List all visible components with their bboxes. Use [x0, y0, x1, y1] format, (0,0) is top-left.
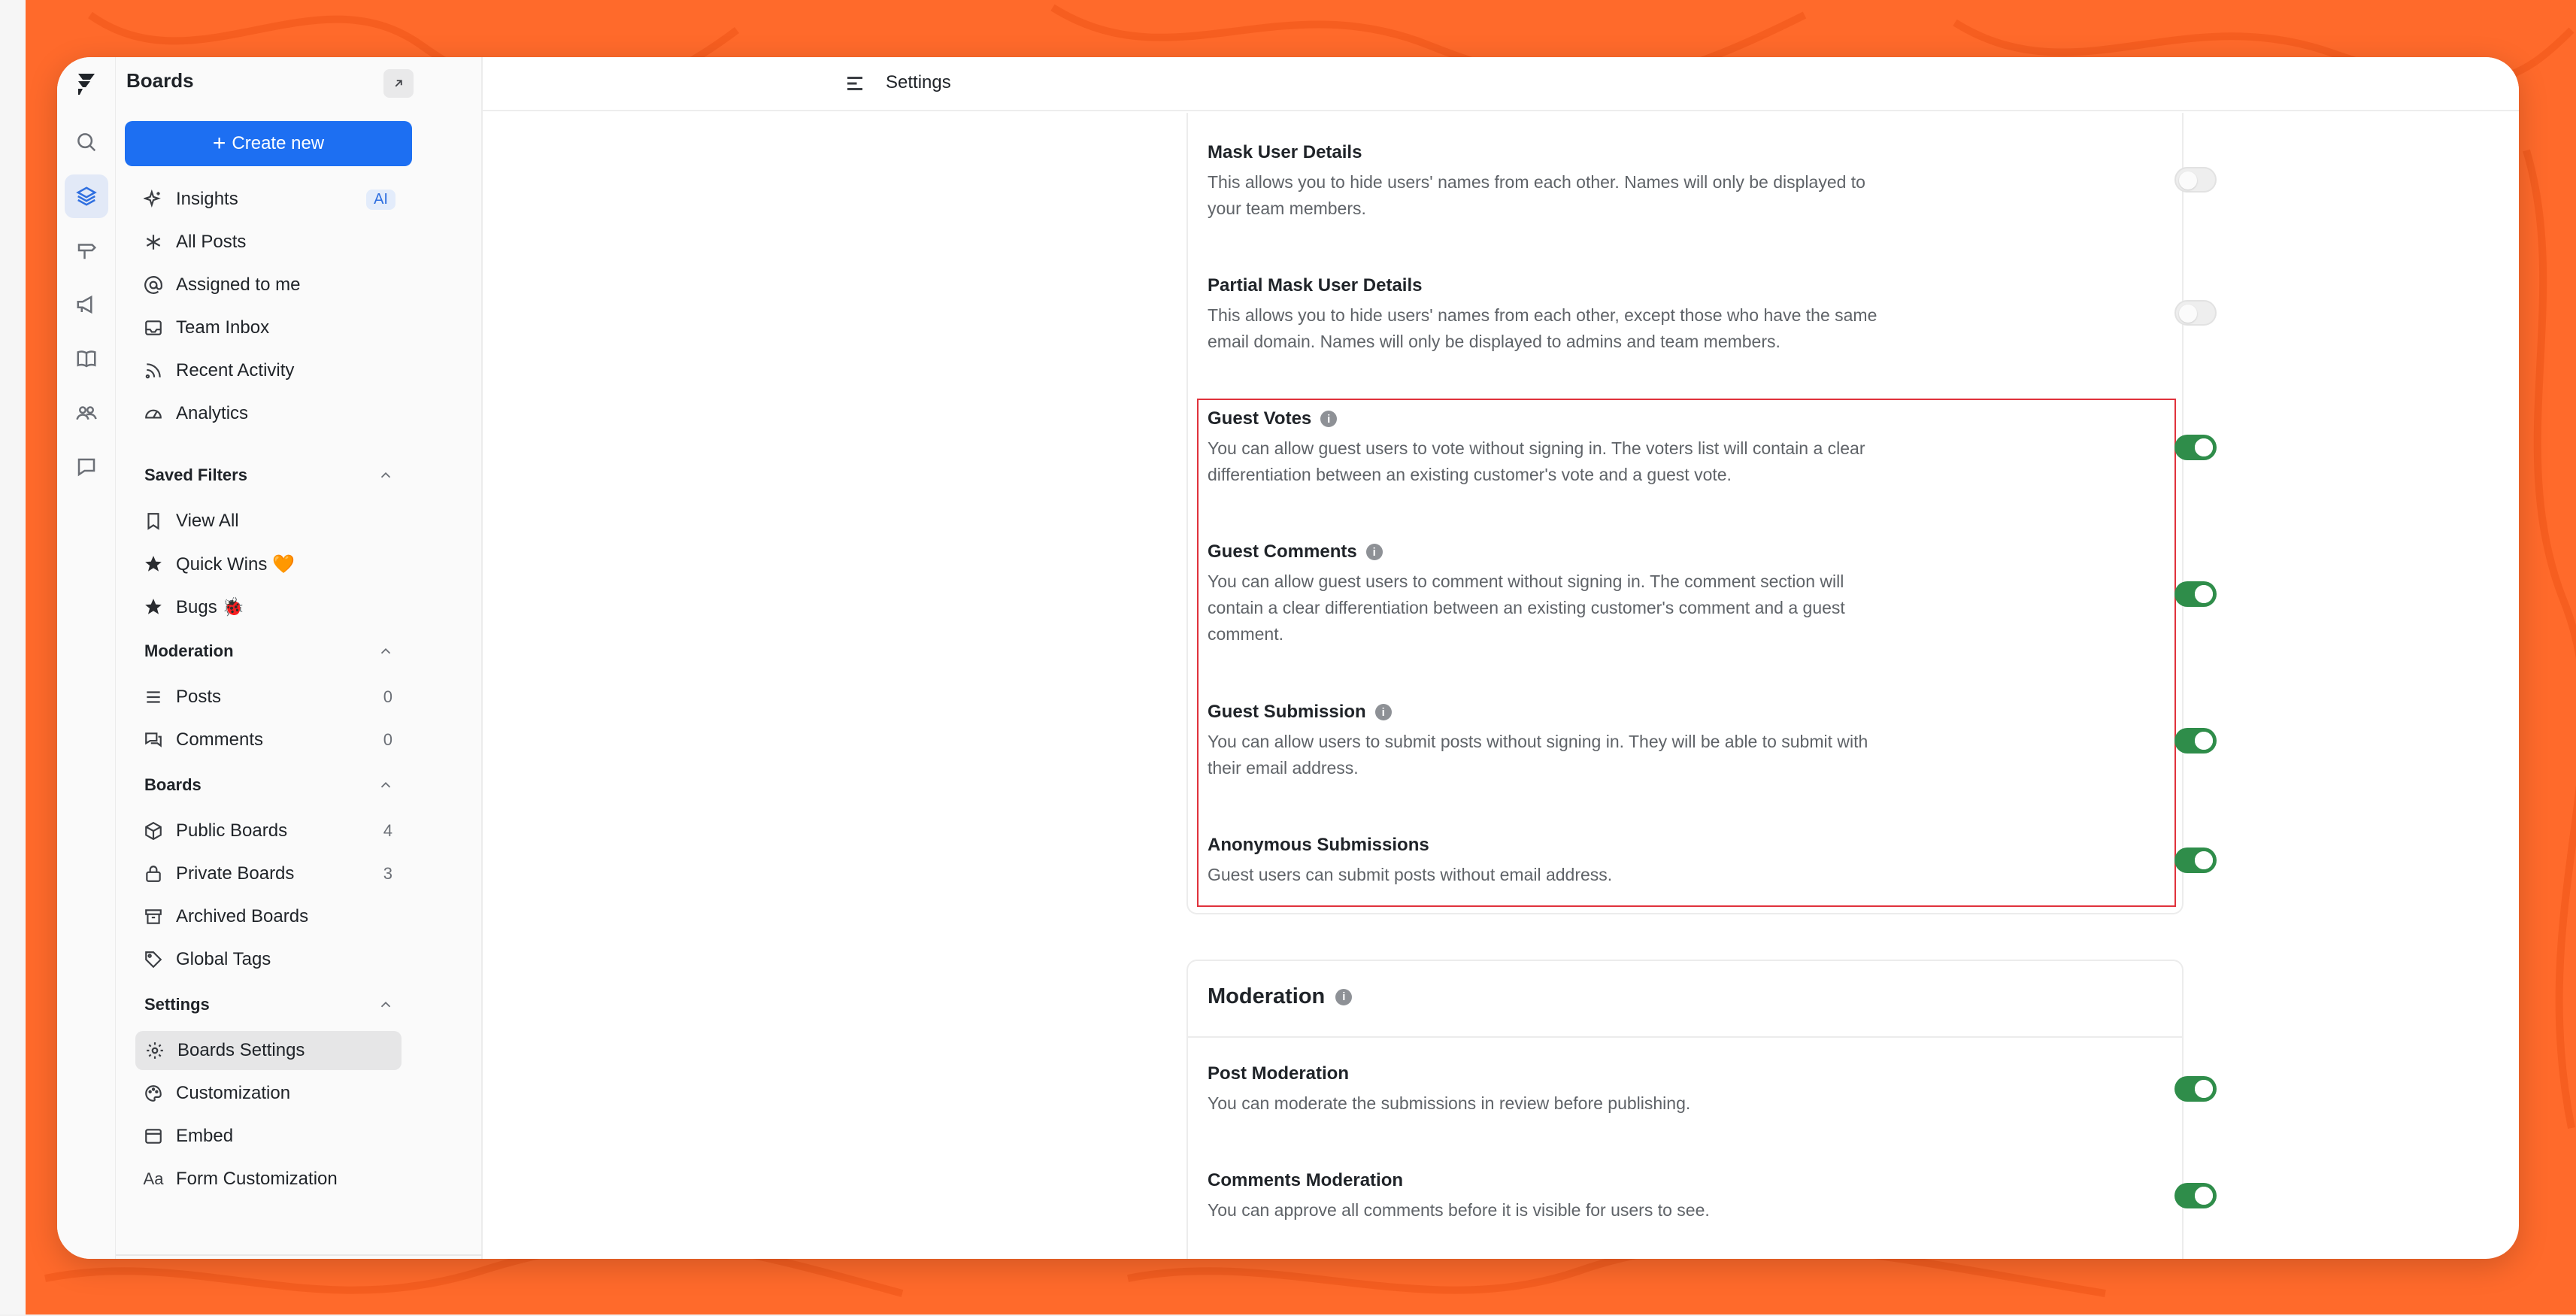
star-icon — [144, 597, 163, 617]
sidebar-item-label: Form Customization — [176, 1169, 338, 1189]
setting-description: This allows you to hide users' names from each other. Names will only be displayed to your team members. — [1208, 172, 1865, 218]
tag-icon — [144, 950, 163, 969]
sidebar-item-customization[interactable] — [135, 1074, 403, 1113]
book-icon — [75, 347, 98, 370]
card-divider — [1186, 1036, 2184, 1038]
comments-moderation-toggle[interactable] — [2174, 1183, 2217, 1208]
signpost-icon — [75, 239, 98, 262]
sidebar-item-quick-wins[interactable] — [135, 544, 403, 584]
moderation-card-header — [1208, 984, 1352, 1009]
sidebar-item-archived-boards[interactable] — [135, 897, 403, 936]
section-boards[interactable] — [144, 770, 408, 800]
archive-icon — [144, 907, 163, 926]
setting-title: Post Moderation — [1208, 1063, 1350, 1084]
star-icon — [144, 554, 163, 574]
comments-icon — [144, 730, 163, 750]
sidebar-item-boards-settings[interactable] — [135, 1031, 402, 1070]
setting-title: Guest Comments — [1208, 541, 1357, 562]
sidebar-item-assigned-to-me[interactable] — [135, 265, 403, 305]
arrow-up-right-icon — [392, 77, 405, 90]
section-settings[interactable] — [144, 990, 408, 1020]
sidebar-item-label: Analytics — [176, 403, 249, 423]
section-title: Moderation — [144, 641, 234, 660]
item-count: 0 — [383, 687, 392, 706]
setting-description: You can allow users to submit posts without signing in. They will be able to submit with their email address. — [1208, 732, 1868, 778]
sidebar-item-all-posts[interactable] — [135, 223, 403, 262]
sidebar-item-analytics[interactable] — [135, 394, 403, 433]
section-title: Saved Filters — [144, 465, 247, 484]
setting-description: Guest users can submit posts without email address. — [1208, 865, 1613, 884]
section-saved-filters[interactable] — [144, 460, 408, 490]
ai-badge: AI — [366, 190, 395, 210]
setting-row-guest-comments — [1208, 541, 2185, 647]
sidebar-item-team-inbox[interactable] — [135, 308, 403, 347]
setting-description: You can allow guest users to vote without signing in. The voters list will contain a clear differentiation between an existing customer's vote and a guest vote. — [1208, 438, 1865, 484]
setting-title: Anonymous Submissions — [1208, 835, 1429, 855]
sidebar-item-comments[interactable] — [135, 720, 403, 760]
chevron-up-icon — [377, 467, 394, 484]
sidebar-item-label: Posts — [176, 687, 222, 707]
sidebar-item-label: Bugs 🐞 — [176, 596, 245, 617]
setting-title: Guest Votes — [1208, 408, 1312, 429]
sidebar-item-insights[interactable] — [135, 180, 403, 219]
palette-icon — [144, 1084, 163, 1103]
info-icon[interactable]: i — [1375, 704, 1392, 720]
sidebar-item-embed[interactable] — [135, 1117, 403, 1156]
setting-row-guest-votes — [1208, 408, 2185, 488]
cube-icon — [144, 821, 163, 841]
info-icon[interactable]: i — [1335, 989, 1352, 1005]
chevron-up-icon — [377, 777, 394, 793]
chevron-up-icon — [377, 643, 394, 660]
sidebar-item-label: Team Inbox — [176, 317, 270, 338]
sidebar-item-public-boards[interactable] — [135, 811, 403, 851]
section-title: Settings — [144, 995, 210, 1014]
section-moderation[interactable] — [144, 636, 408, 666]
app-logo-icon — [72, 69, 101, 98]
guest-votes-toggle[interactable] — [2174, 435, 2217, 460]
chat-icon — [75, 456, 98, 478]
section-title: Boards — [144, 775, 202, 794]
plus-icon: + — [212, 131, 226, 156]
sidebar-item-label: Embed — [176, 1126, 234, 1146]
gauge-icon — [144, 404, 163, 423]
setting-row-partial-mask-user-details — [1208, 275, 2185, 355]
asterisk-icon — [144, 232, 163, 252]
info-icon[interactable]: i — [1320, 411, 1337, 427]
info-icon[interactable]: i — [1366, 544, 1383, 560]
rss-icon — [144, 361, 163, 381]
at-icon — [144, 275, 163, 295]
create-new-button[interactable] — [125, 121, 412, 166]
rail-search-button[interactable] — [65, 120, 108, 164]
item-count: 3 — [383, 864, 392, 883]
sidebar-item-label: View All — [176, 511, 239, 531]
sidebar-item-label: Assigned to me — [176, 274, 301, 295]
sidebar-divider — [116, 1254, 483, 1256]
rail-announcements-button[interactable] — [65, 283, 108, 326]
sidebar-item-bugs[interactable] — [135, 587, 403, 626]
item-count: 4 — [383, 821, 392, 840]
sparkle-icon — [144, 190, 163, 209]
sidebar-item-label: Archived Boards — [176, 906, 309, 926]
page-title: Settings — [886, 72, 951, 92]
sidebar-item-label: Global Tags — [176, 949, 271, 969]
anonymous-submissions-toggle[interactable] — [2174, 848, 2217, 873]
sidebar-item-label: Comments — [176, 729, 264, 750]
search-icon — [75, 131, 98, 153]
rail-knowledge-base-button[interactable] — [65, 337, 108, 381]
sidebar-item-label: Public Boards — [176, 820, 288, 841]
sidebar-title: Boards — [126, 69, 194, 92]
setting-title: Comments Moderation — [1208, 1170, 1404, 1190]
rail-boards-button[interactable] — [65, 174, 108, 218]
sidebar-item-posts[interactable] — [135, 678, 403, 717]
sidebar-item-label: Boards Settings — [177, 1040, 305, 1060]
setting-row-comments-moderation — [1208, 1170, 2185, 1224]
chevron-up-icon — [377, 996, 394, 1013]
sidebar-item-label: Recent Activity — [176, 360, 295, 381]
post-moderation-toggle[interactable] — [2174, 1076, 2217, 1102]
rail-roadmap-button[interactable] — [65, 229, 108, 272]
sidebar-item-view-all[interactable] — [135, 502, 403, 541]
megaphone-icon — [75, 293, 98, 316]
sidebar-item-recent-activity[interactable] — [135, 351, 403, 390]
gear-icon — [145, 1041, 165, 1060]
icon-rail — [57, 57, 116, 1259]
sidebar-item-label: Customization — [176, 1083, 291, 1103]
toggle-sidebar-button[interactable] — [844, 72, 866, 95]
guest-comments-toggle[interactable] — [2174, 581, 2217, 607]
inbox-icon — [144, 318, 163, 338]
setting-row-mask-user-details — [1208, 142, 2185, 222]
lock-icon — [144, 864, 163, 884]
setting-row-guest-submission — [1208, 702, 2185, 781]
partial-mask-user-details-toggle[interactable] — [2174, 300, 2217, 326]
list-icon — [144, 687, 163, 707]
sidebar-item-label: Insights — [176, 189, 238, 209]
users-icon — [75, 402, 98, 424]
bookmark-icon — [144, 511, 163, 531]
sidebar-item-label: Private Boards — [176, 863, 295, 884]
item-count: 0 — [383, 730, 392, 749]
mask-user-details-toggle[interactable] — [2174, 167, 2217, 193]
rail-users-button[interactable] — [65, 391, 108, 435]
setting-description: You can moderate the submissions in review before publishing. — [1208, 1093, 1691, 1113]
setting-title: Mask User Details — [1208, 142, 1362, 162]
setting-description: You can allow guest users to comment without signing in. The comment section will contain a clear differentiation between an existing customer's comment and a guest comment. — [1208, 572, 1845, 644]
embed-icon — [144, 1126, 163, 1146]
sidebar-item-form-customization[interactable] — [135, 1160, 403, 1199]
top-bar — [483, 57, 2519, 111]
menu-icon — [844, 72, 866, 95]
sidebar-item-private-boards[interactable] — [135, 854, 403, 893]
guest-submission-toggle[interactable] — [2174, 728, 2217, 754]
app-window — [57, 57, 2519, 1259]
setting-description: This allows you to hide users' names from each other, except those who have the same email domain. Names will only be displayed to admins and team members. — [1208, 305, 1877, 351]
setting-description: You can approve all comments before it is visible for users to see. — [1208, 1200, 1710, 1220]
setting-title: Partial Mask User Details — [1208, 275, 1423, 296]
setting-title: Guest Submission — [1208, 702, 1366, 722]
sidebar-item-label: All Posts — [176, 232, 247, 252]
sidebar-item-global-tags[interactable] — [135, 940, 403, 979]
setting-row-anonymous-submissions — [1208, 835, 2185, 888]
setting-row-post-moderation — [1208, 1063, 2185, 1117]
layers-icon — [75, 185, 98, 208]
text-icon: Aa — [143, 1169, 164, 1188]
card-title: Moderation — [1208, 984, 1326, 1008]
expand-button[interactable] — [383, 69, 414, 98]
sidebar-item-label: Quick Wins 🧡 — [176, 553, 295, 575]
create-new-label: Create new — [232, 133, 325, 153]
rail-chat-button[interactable] — [65, 445, 108, 489]
